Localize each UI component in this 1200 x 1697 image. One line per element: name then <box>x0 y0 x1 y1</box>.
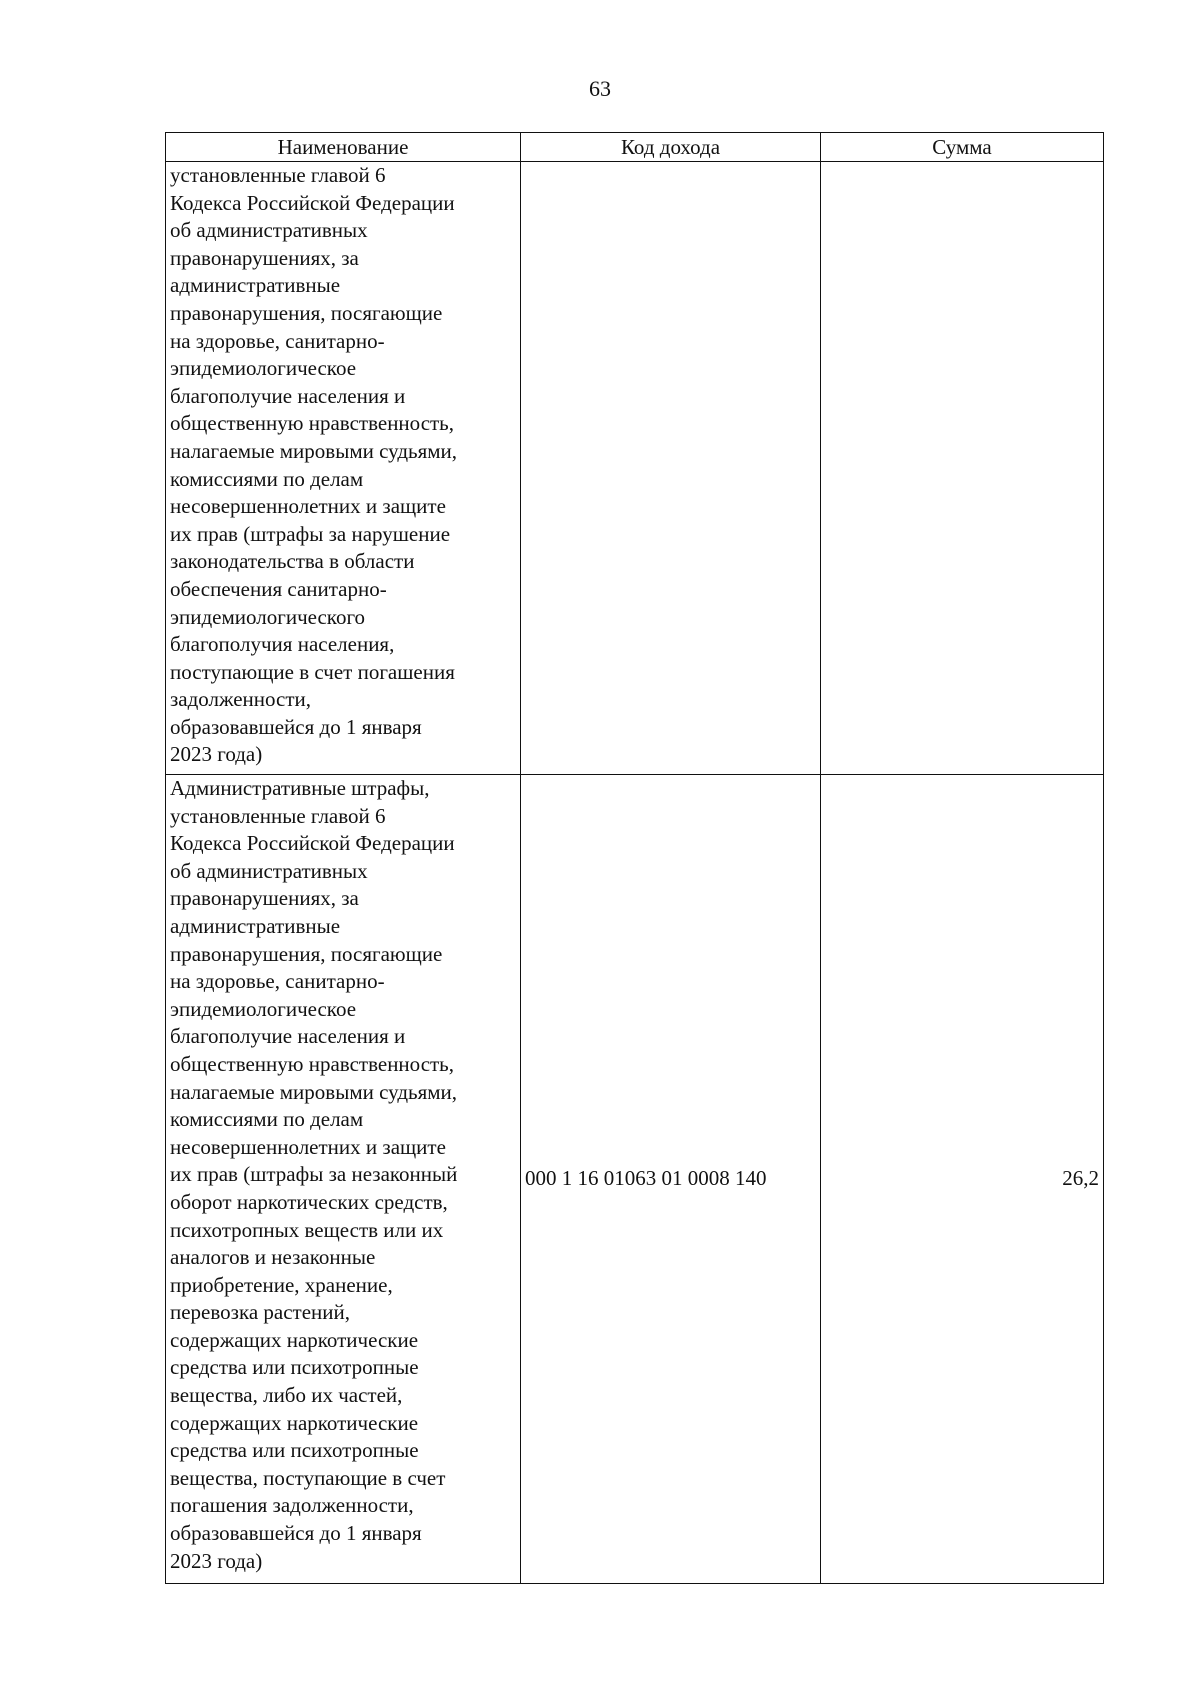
row-name-cell: установленные главой 6 Кодекса Российской Федерации об административных правонарушениях, за административные правонарушения, посягающие на здоровье, санитарно- эпидемиологическое благополучие населения и общественную нравственность, налагаемые мировыми судьями, комиссиями по делам несовершеннолетних и защите их прав (штрафы за нарушение законодательства в области обеспечения санитарно- эпидемиологического благополучия населения, поступающие в счет погашения задолженности, образовавшейся до 1 января 2023 года) <box>166 162 521 775</box>
row-sum-cell: 26,2 <box>821 775 1104 1584</box>
header-row <box>166 133 1104 162</box>
header-code: Код дохода <box>521 133 821 162</box>
table-row <box>166 775 1104 1584</box>
row-sum-cell <box>821 162 1104 775</box>
row-code-cell: 000 1 16 01063 01 0008 140 <box>521 775 821 1584</box>
page-number: 63 <box>589 76 611 101</box>
table-header <box>166 133 1104 162</box>
row-name-cell: Административные штрафы, установленные главой 6 Кодекса Российской Федерации об административных правонарушениях, за административные правонарушения, посягающие на здоровье, санитарно- эпидемиологическое благополучие населения и общественную нравственность, налагаемые мировыми судьями, комиссиями по делам несовершеннолетних и защите их прав (штрафы за незаконный оборот наркотических средств, психотропных веществ или их аналогов и незаконные приобретение, хранение, перевозка растений, содержащих наркотические средства или психотропные вещества, либо их частей, содержащих наркотические средства или психотропные вещества, поступающие в счет погашения задолженности, образовавшейся до 1 января 2023 года) <box>166 775 521 1584</box>
table-row <box>166 162 1104 775</box>
header-sum: Сумма <box>821 133 1104 162</box>
row-code-cell <box>521 162 821 775</box>
header-name: Наименование <box>166 133 521 162</box>
income-table <box>165 132 1104 1584</box>
